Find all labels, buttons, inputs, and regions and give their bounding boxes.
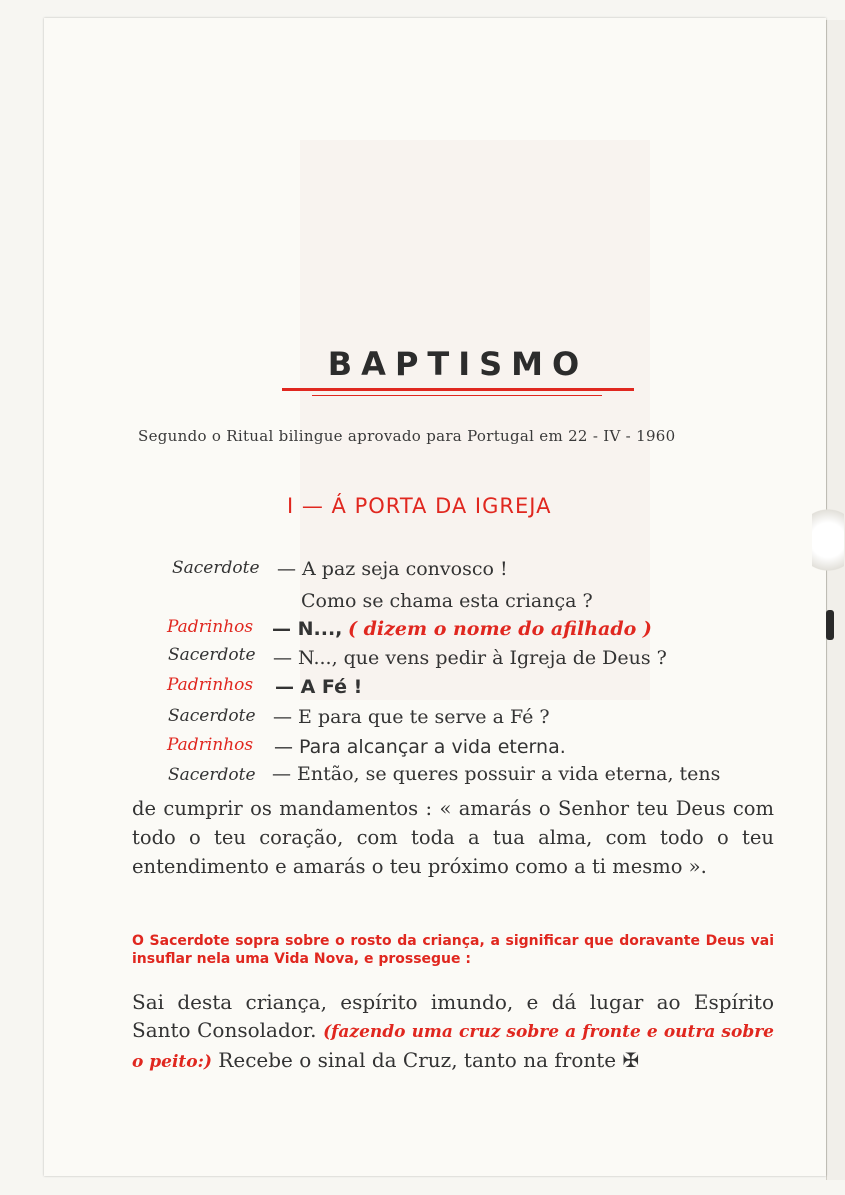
title-underline-thin <box>312 395 602 396</box>
dialogue-line: — N..., <box>272 618 343 640</box>
document-title: BAPTISMO <box>327 345 589 383</box>
cross-icon: ✠ <box>622 1048 640 1072</box>
dialogue-line: — A paz seja convosco ! <box>277 558 508 580</box>
dialogue-line: — A Fé ! <box>275 676 363 698</box>
document-subtitle: Segundo o Ritual bilingue aprovado para Portugal em 22 - IV - 1960 <box>138 427 676 445</box>
speaker-label: Padrinhos <box>167 675 254 695</box>
binding-mark <box>826 610 834 640</box>
closing-text-a: Sai desta criança, espírito imundo, e dá lugar ao Espírito Santo Consolador. <box>132 990 774 1042</box>
section-heading: I — Á PORTA DA IGREJA <box>287 494 552 518</box>
dialogue-line: Como se chama esta criança ? <box>301 590 593 612</box>
speaker-label: Sacerdote <box>172 558 260 578</box>
closing-text-b: Recebe o sinal da Cruz, tanto na fronte <box>218 1048 617 1072</box>
show-through-shadow <box>300 140 650 700</box>
speaker-label: Sacerdote <box>168 765 256 785</box>
dialogue-line: — Então, se queres possuir a vida eterna, tens <box>272 763 721 785</box>
closing-paragraph <box>132 988 774 1076</box>
dialogue-line: — Para alcançar a vida eterna. <box>274 736 566 758</box>
body-paragraph: de cumprir os mandamentos : « amarás o Senhor teu Deus com todo o teu coração, com toda a tua alma, com todo o teu entendimento e amarás o teu próximo como a ti mesmo ». <box>132 797 774 878</box>
page-gutter <box>826 20 845 1180</box>
speaker-label: Sacerdote <box>168 706 256 726</box>
binding-ribbon <box>812 500 844 580</box>
dialogue-note: ( dizem o nome do afilhado ) <box>348 618 652 640</box>
closing-rubric: (fazendo uma cruz sobre a fronte e outra sobre o peito:) <box>132 1022 774 1072</box>
dialogue-line: — E para que te serve a Fé ? <box>273 706 550 728</box>
dialogue-line: — N..., que vens pedir à Igreja de Deus ? <box>273 647 667 669</box>
speaker-label: Padrinhos <box>167 735 254 755</box>
rubric-instruction: O Sacerdote sopra sobre o rosto da criança, a significar que doravante Deus vai insuflar nela uma Vida Nova, e prossegue : <box>132 933 774 967</box>
title-underline <box>282 388 634 391</box>
speaker-label: Sacerdote <box>168 645 256 665</box>
speaker-label: Padrinhos <box>167 617 254 637</box>
